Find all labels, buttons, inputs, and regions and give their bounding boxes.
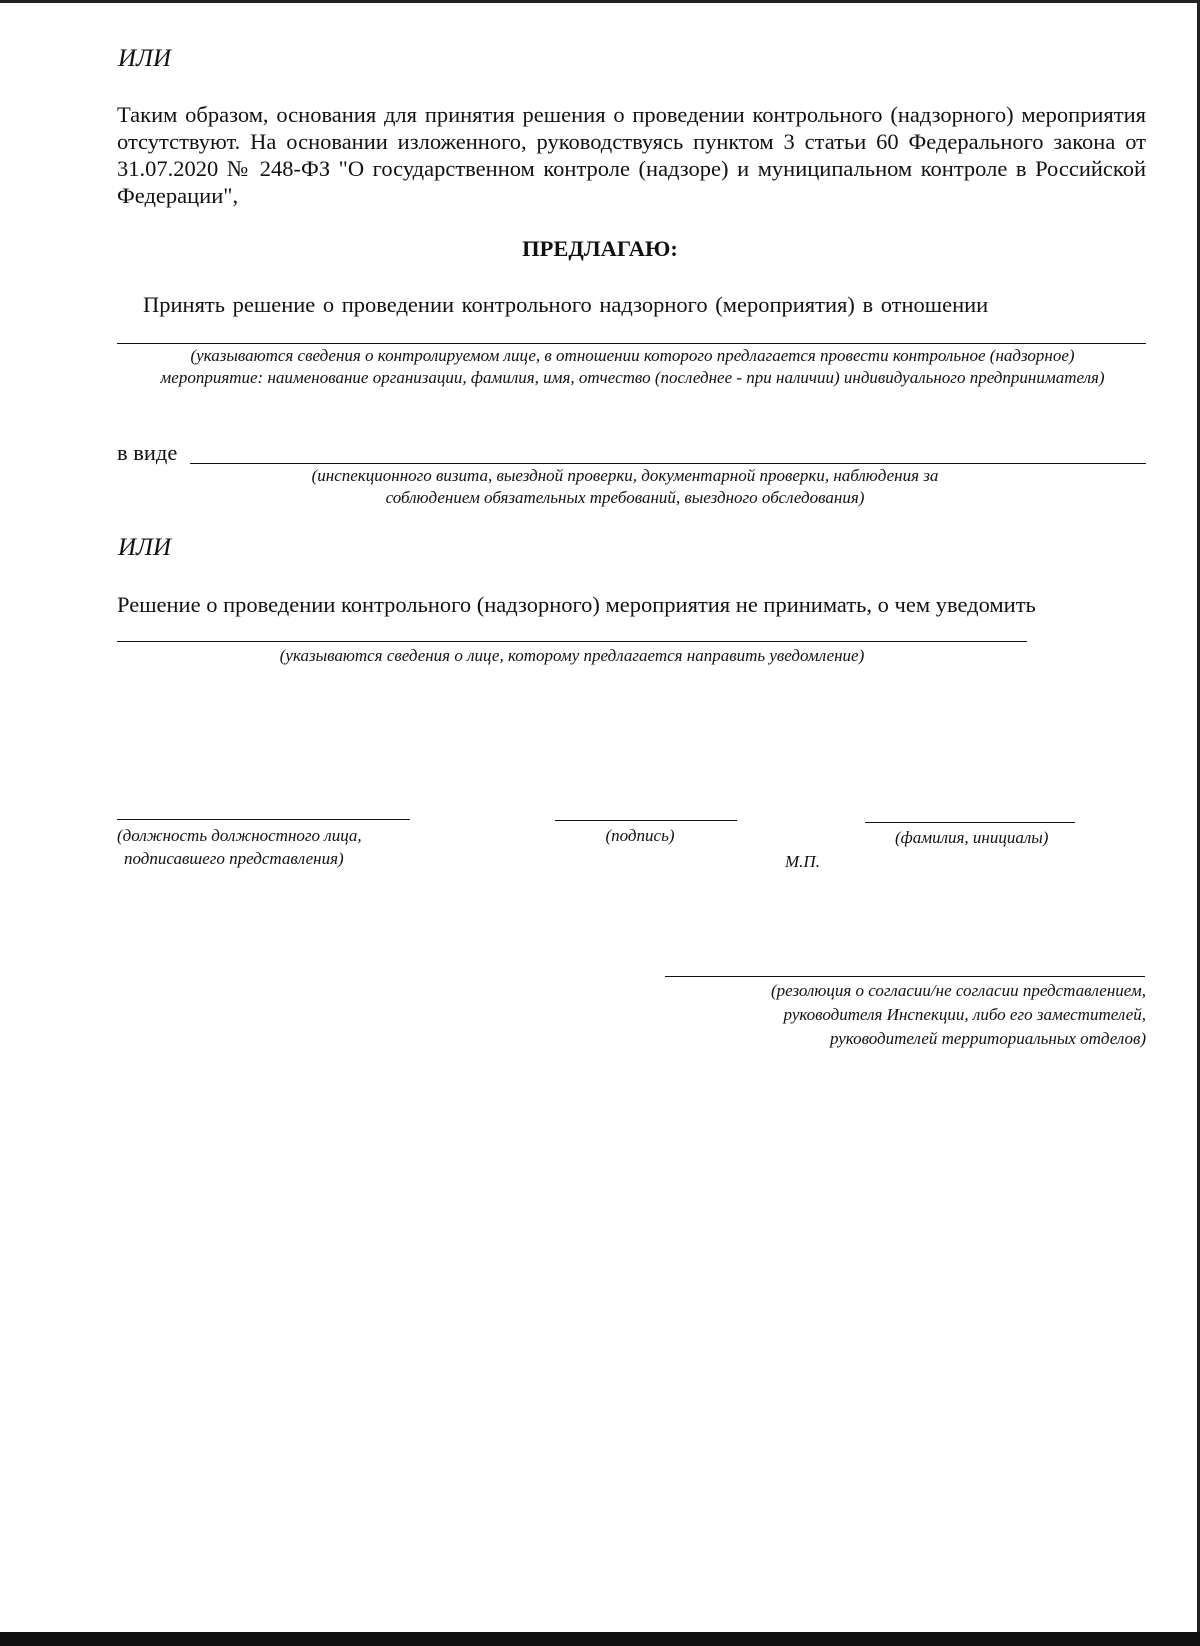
proposal-heading: ПРЕДЛАГАЮ: bbox=[522, 236, 678, 261]
or-label: ИЛИ bbox=[118, 45, 172, 72]
resolution-note-line1: (резолюция о согласии/не согласии представлением, bbox=[770, 981, 1146, 1000]
decision-line: Решение о проведении контрольного (надзорного) мероприятия не принимать, о чем уведомить bbox=[117, 592, 1036, 617]
position-note-line1: (должность должностного лица, bbox=[117, 826, 362, 845]
name-note: (фамилия, инициалы) bbox=[895, 828, 1049, 847]
signature-note: (подпись) bbox=[605, 826, 675, 845]
notify-blank-line bbox=[117, 641, 1027, 642]
inspection-type-blank-line bbox=[190, 463, 1146, 464]
scan-edge-bottom bbox=[0, 1632, 1200, 1646]
name-signature-line bbox=[865, 822, 1075, 823]
scan-edge-top bbox=[0, 0, 1200, 3]
notify-note: (указываются сведения о лице, которому предлагается направить уведомление) bbox=[279, 646, 865, 665]
in-form-label: в виде bbox=[117, 440, 178, 465]
controlled-person-blank-line bbox=[117, 343, 1146, 344]
stamp-label: М.П. bbox=[785, 852, 820, 871]
resolution-line bbox=[665, 976, 1145, 977]
resolution-note-line3: руководителей территориальных отделов) bbox=[829, 1029, 1146, 1048]
resolution-note-line2: руководителя Инспекции, либо его заместителей, bbox=[783, 1005, 1146, 1024]
position-note-line2: подписавшего представления) bbox=[124, 849, 344, 868]
offer-line: Принять решение о проведении контрольного надзорного (мероприятия) в отношении bbox=[143, 292, 989, 317]
conclusion-paragraph: Таким образом, основания для принятия решения о проведении контрольного (надзорного) мероприятия отсутствуют. На основании изложенного, руководствуясь пунктом 3 статьи 60 Федерального закона от 31.07.2020 № 248-ФЗ "О государственном контроле (надзоре) и муниципальном контроле в Российской Федерации", bbox=[117, 102, 1146, 208]
signature-line bbox=[555, 820, 737, 821]
position-signature-line bbox=[117, 819, 410, 820]
or-label-2: ИЛИ bbox=[118, 534, 172, 561]
controlled-person-note: (указываются сведения о контролируемом лице, в отношении которого предлагается провести контрольное (надзорное) мероприятие: наименование организации, фамилия, имя, отчество (последнее - при наличии) индивидуального предпринимателя) bbox=[160, 346, 1105, 387]
inspection-type-note: (инспекционного визита, выездной проверки, документарной проверки, наблюдения за соблюдением обязательных требований, выездного обследования) bbox=[311, 466, 939, 507]
